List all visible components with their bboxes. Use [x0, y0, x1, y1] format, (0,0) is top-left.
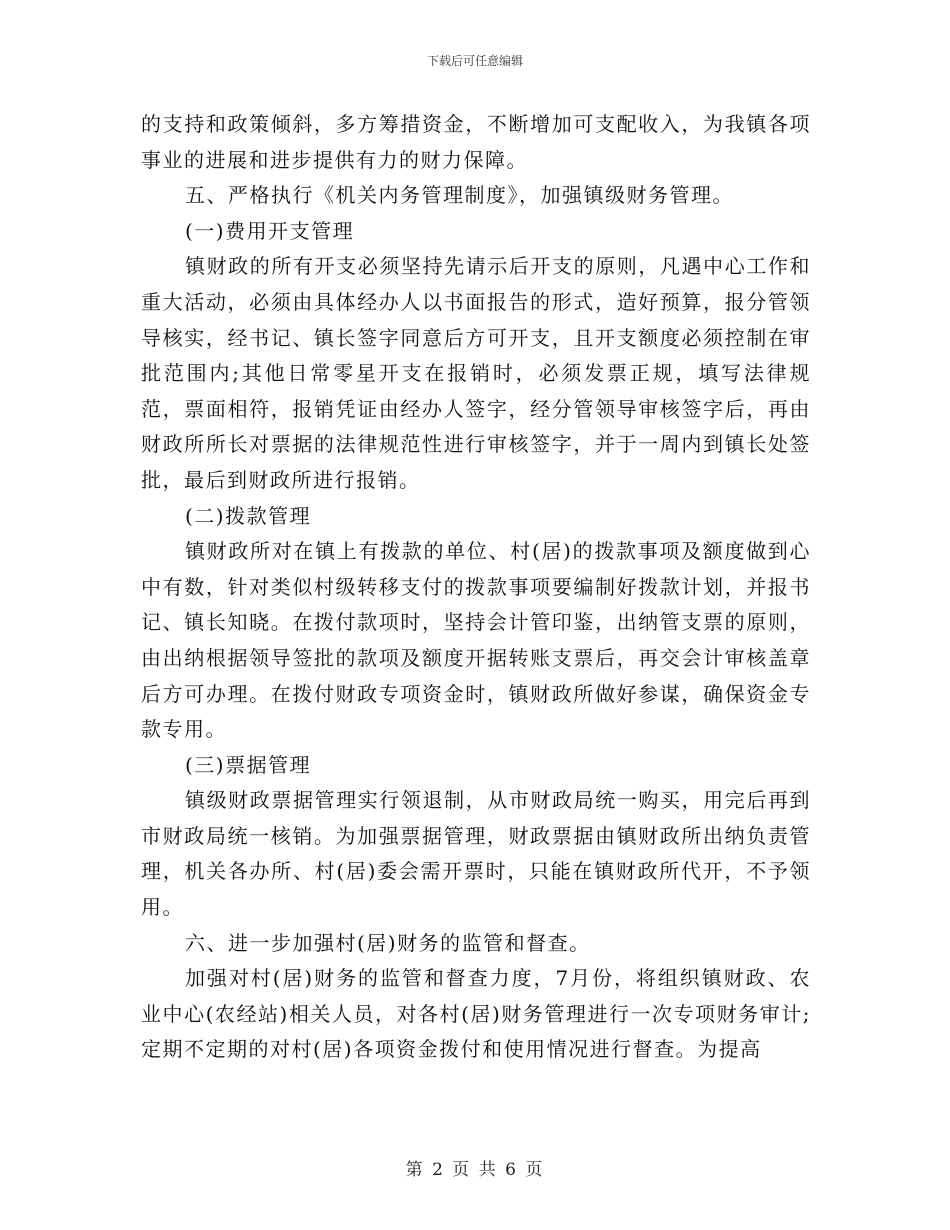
- subheading-receipt-management: (三)票据管理: [185, 752, 312, 777]
- paragraph-receipt-management: 镇级财政票据管理实行领退制，从市财政局统一购买，用完后再到市财政局统一核销。为加强票据管理，财政票据由镇财政所出纳负责管理，机关各办所、村(居)委会需开票时，只能在镇财政所代开，不予领用。: [141, 788, 811, 920]
- paragraph-village-supervision: 加强对村(居)财务的监管和督查力度，7月份，将组织镇财政、农业中心(农经站)相关人员，对各村(居)财务管理进行一次专项财务审计;定期不定期的对村(居)各项资金拨付和使用情况进行督查。为提高: [141, 966, 811, 1062]
- subheading-expense-management: (一)费用开支管理: [185, 218, 355, 243]
- page-header: 下载后可任意编辑: [426, 54, 523, 68]
- paragraph-expense-management: 镇财政的所有开支必须坚持先请示后开支的原则，凡遇中心工作和重大活动，必须由具体经办人以书面报告的形式，造好预算，报分管领导核实，经书记、镇长签字同意后方可开支，且开支额度必须控制在审批范围内;其他日常零星开支在报销时，必须发票正规，填写法律规范，票面相符，报销凭证由经办人签字，经分管领导审核签字后，再由财政所所长对票据的法律规范性进行审核签字，并于一周内到镇长处签批，最后到财政所进行报销。: [141, 254, 811, 492]
- subheading-allocation-management: (二)拨款管理: [185, 503, 312, 528]
- document-body: [141, 107, 811, 1068]
- page-number-footer: 第 2 页 共 6 页: [405, 1160, 545, 1180]
- section-heading-five: 五、严格执行《机关内务管理制度》，加强镇级财务管理。: [185, 183, 734, 208]
- section-heading-six: 六、进一步加强村(居)财务的监管和督查。: [185, 930, 591, 955]
- paragraph-allocation-management: 镇财政所对在镇上有拨款的单位、村(居)的拨款事项及额度做到心中有数，针对类似村级转移支付的拨款事项要编制好拨款计划，并报书记、镇长知晓。在拨付款项时，坚持会计管印鉴，出纳管支票的原则，由出纳根据领导签批的款项及额度开据转账支票后，再交会计审核盖章后方可办理。在拨付财政专项资金时，镇财政所做好参谋，确保资金专款专用。: [141, 539, 811, 742]
- paragraph-funding-support: 的支持和政策倾斜，多方筹措资金，不断增加可支配收入，为我镇各项事业的进展和进步提供有力的财力保障。: [141, 112, 811, 172]
